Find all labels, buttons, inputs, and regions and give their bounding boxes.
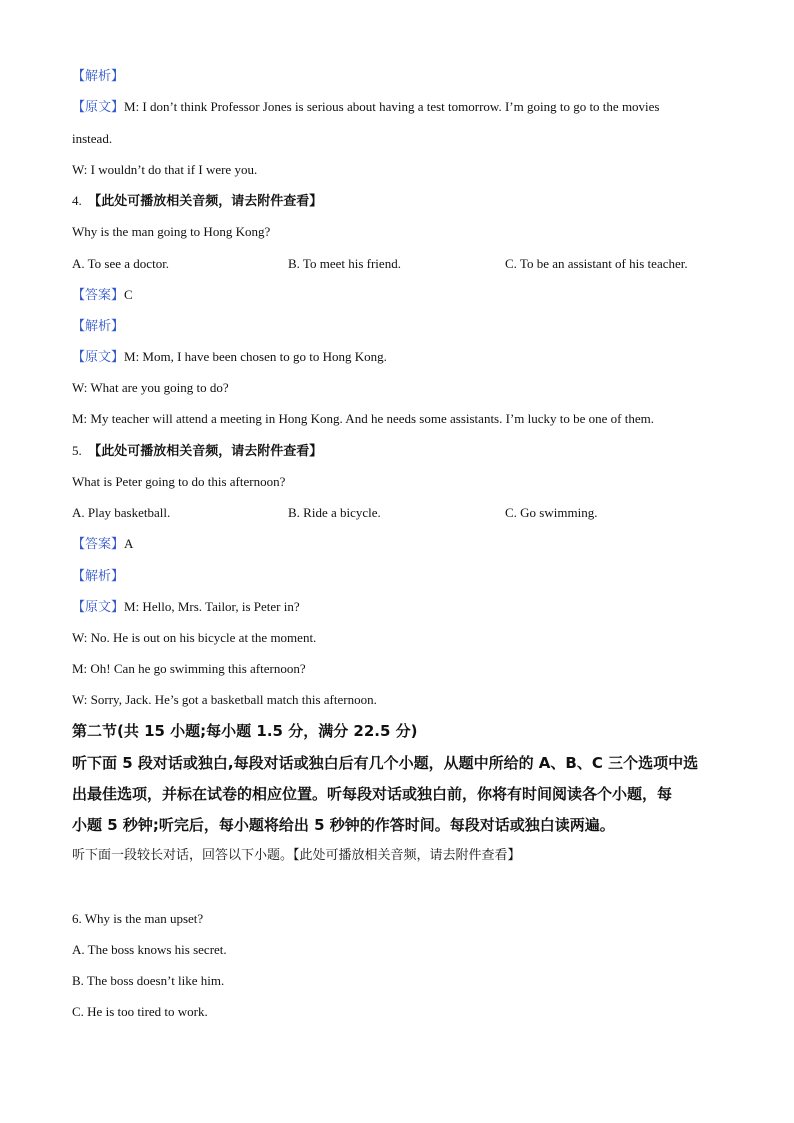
question-5-header: 5. 【此处可播放相关音频，请去附件查看】 [72, 443, 323, 459]
question-4-header: 4. 【此处可播放相关音频，请去附件查看】 [72, 193, 323, 209]
transcript-line: W: No. He is out on his bicycle at the moment. [72, 630, 317, 645]
jiexi-label: 【解析】 [72, 569, 125, 584]
option-a: A. The boss knows his secret. [72, 942, 227, 957]
option-a: A. Play basketball. [72, 505, 171, 520]
transcript-line: 【原文】M: I don’t think Professor Jones is serious about having a test tomorrow. I’m going to go to the movies [72, 99, 660, 115]
option-b: B. To meet his friend. [288, 256, 401, 271]
answer-label: 【答案】 [72, 288, 125, 303]
option-a: A. To see a doctor. [72, 256, 170, 271]
option-c: C. To be an assistant of his teacher. [505, 256, 688, 271]
transcript-line: W: Sorry, Jack. He’s got a basketball match this afternoon. [72, 692, 377, 707]
answer-label: 【答案】 [72, 537, 125, 552]
yuanwen-label: 【原文】 [72, 100, 125, 115]
question-4-text: Why is the man going to Hong Kong? [72, 224, 271, 239]
option-b: B. The boss doesn’t like him. [72, 973, 225, 988]
answer-value: A [124, 536, 134, 551]
yuanwen-label: 【原文】 [72, 600, 125, 615]
jiexi-label: 【解析】 [72, 319, 125, 334]
transcript-line: M: Oh! Can he go swimming this afternoon? [72, 661, 306, 676]
question-6-text: 6. Why is the man upset? [72, 911, 204, 926]
section-instructions: 听下面 5 段对话或独白,每段对话或独白后有几个小题，从题中所给的 A、B、C 三个选项中选 [72, 754, 699, 772]
transcript-line: 【原文】M: Hello, Mrs. Tailor, is Peter in? [72, 599, 300, 615]
transcript-line: 【原文】M: Mom, I have been chosen to go to Hong Kong. [72, 349, 387, 365]
audio-placeholder[interactable]: 【此处可播放相关音频，请去附件查看】 [88, 194, 323, 209]
answer-line [72, 536, 133, 553]
yuanwen-label: 【原文】 [72, 350, 125, 365]
question-5-text: What is Peter going to do this afternoon? [72, 474, 286, 489]
section-instructions: 出最佳选项，并标在试卷的相应位置。听每段对话或独白前，你将有时间阅读各个小题，每 [72, 785, 673, 803]
audio-placeholder[interactable]: 【此处可播放相关音频，请去附件查看】 [88, 444, 323, 459]
transcript-line: W: What are you going to do? [72, 380, 229, 395]
transcript-line: W: I wouldn’t do that if I were you. [72, 162, 258, 177]
section-instructions: 小题 5 秒钟;听完后，每小题将给出 5 秒钟的作答时间。每段对话或独白读两遍。 [72, 816, 615, 834]
option-c: C. He is too tired to work. [72, 1004, 208, 1019]
transcript-line: M: My teacher will attend a meeting in Hong Kong. And he needs some assistants. I’m lucky to be one of them. [72, 411, 654, 426]
section-title: 第二节(共 15 小题;每小题 1.5 分，满分 22.5 分) [72, 722, 418, 740]
option-c: C. Go swimming. [505, 505, 598, 520]
transcript-line: instead. [72, 131, 113, 146]
answer-value: C [124, 287, 133, 302]
dialogue-intro: 听下面一段较长对话，回答以下小题。【此处可播放相关音频，请去附件查看】 [72, 848, 521, 863]
answer-line [72, 287, 133, 304]
option-b: B. Ride a bicycle. [288, 505, 381, 520]
jiexi-label: 【解析】 [72, 69, 125, 84]
